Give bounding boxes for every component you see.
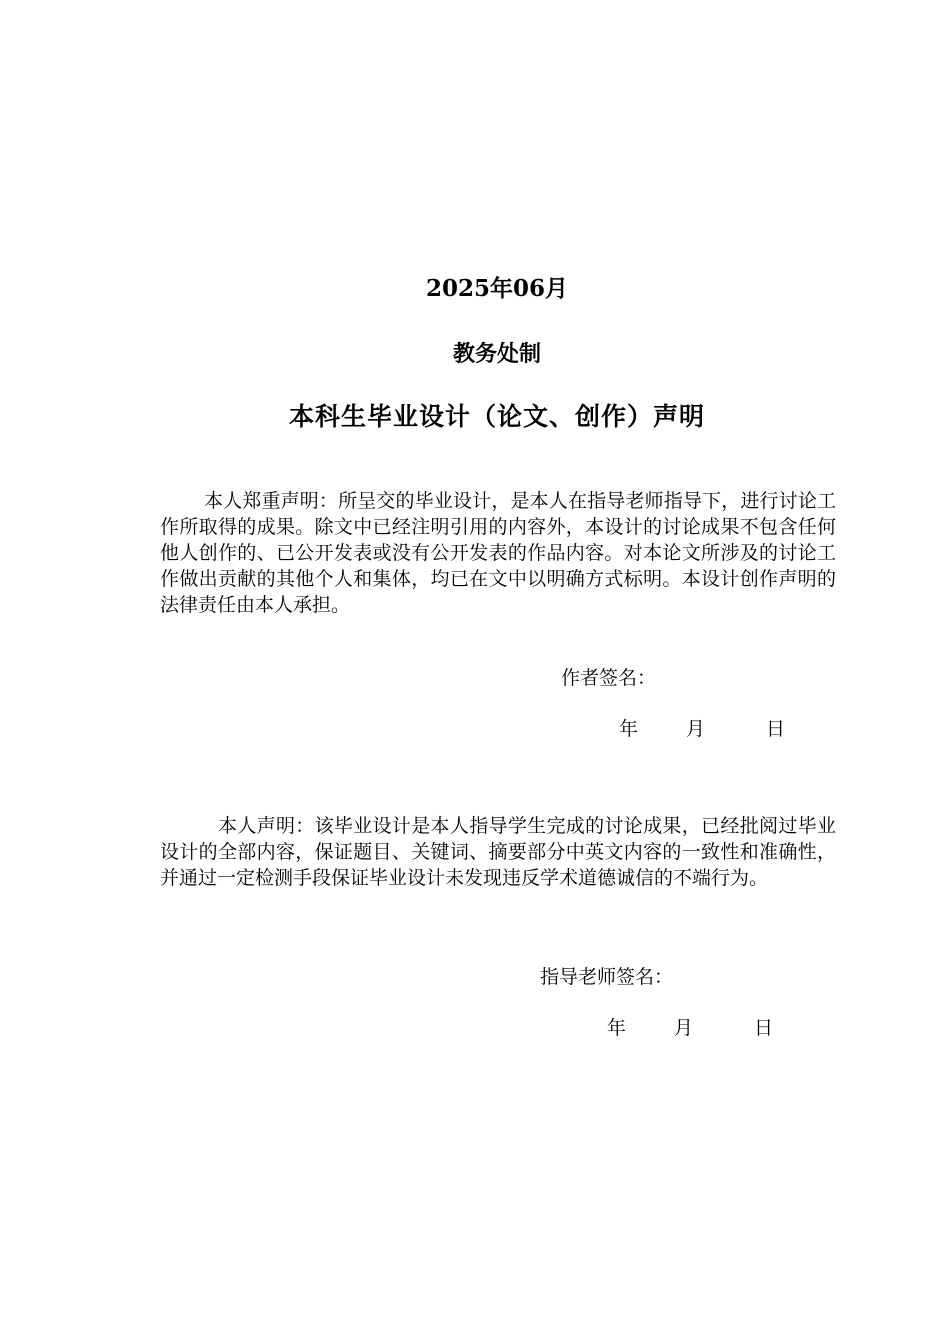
advisor-statement: 本人声明：该毕业设计是本人指导学生完成的讨论成果，已经批阅过毕业设计的全部内容，保证题目、关键词、摘要部分中英文内容的一致性和准确性，并通过一定检测手段保证毕业设计未发现违反学术道德诚信的不端行为。 — [160, 815, 836, 889]
document-date: 2025年06月 — [425, 275, 569, 302]
author-statement: 本人郑重声明：所呈交的毕业设计，是本人在指导老师指导下，进行讨论工作所取得的成果。除文中已经注明引用的内容外，本设计的讨论成果不包含任何他人创作的、已公开发表或没有公开发表的作品内容。对本论文所涉及的讨论工作做出贡献的其他个人和集体，均已在文中以明确方式标明。本设计创作声明的法律责任由本人承担。 — [160, 490, 836, 616]
date-year-label: 年 — [607, 1017, 627, 1039]
date-year-label: 年 — [619, 718, 639, 740]
declaration-title: 本科生毕业设计（论文、创作）声明 — [288, 402, 705, 431]
issuing-office: 教务处制 — [452, 342, 541, 367]
date-month-label: 月 — [686, 718, 706, 740]
date-day-label: 日 — [754, 1017, 774, 1039]
author-signature-label: 作者签名： — [561, 667, 657, 689]
advisor-signature-label: 指导老师签名： — [540, 966, 674, 988]
date-day-label: 日 — [766, 718, 786, 740]
date-month-label: 月 — [674, 1017, 694, 1039]
